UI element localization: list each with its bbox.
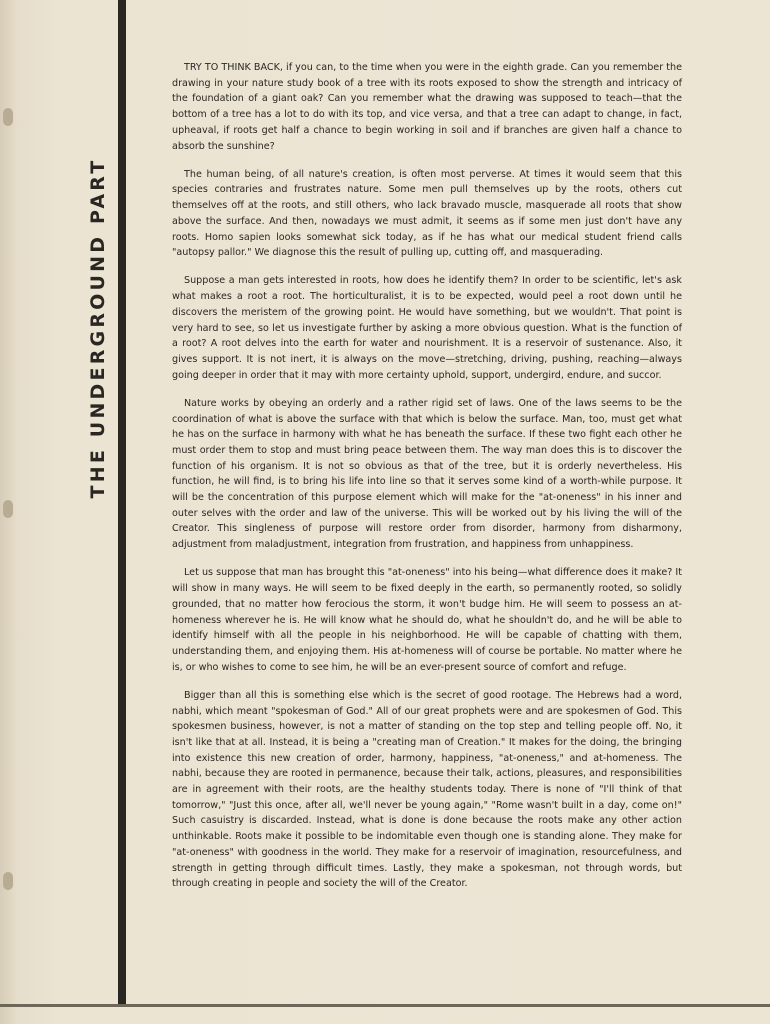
paragraph: Let us suppose that man has brought this "at-oneness" into his being—what difference does it make? It will show in many ways. He will seem to be fixed deeply in the earth, so permanently rooted, so solidly grounded, that no matter how ferocious the storm, it won't budge him. He will seem to possess an at-homeness wherever he is. He will know what he should do, what he shouldn't do, and he will be able to identify himself with all the people in his neighborhood. He will be capable of chatting with them, understanding them, and enjoying them. His at-homeness will of course be portable. No matter where he is, or who wishes to come to see him, he will be an ever-present source of comfort and refuge. [172, 567, 682, 673]
binding-hole [3, 872, 13, 890]
paragraph: Suppose a man gets interested in roots, how does he identify them? In order to be scientific, let's ask what makes a root a root. The horticulturalist, it is to be expected, would peel a root down until he discovers the meristem of the growing point. He would have something, but we wouldn't. That point is very hard to see, so let us investigate further by asking a more obvious question. What is the function of a root? A root delves into the earth for water and nourishment. It is a reservoir of sustenance. Also, it gives support. It is not inert, it is always on the move—stretching, driving, pushing, reaching—always going deeper in order that it may with more certainty uphold, support, undergird, endure, and succor. [172, 275, 682, 381]
paragraph: Nature works by obeying an orderly and a rather rigid set of laws. One of the laws seems to be the coordination of what is above the surface with that which is below the surface. Man, too, must get what he has on the surface in harmony with what he has beneath the surface. If these two fight each other he must order them to stop and must bring peace between them. The way man does this is to discover the function of his organism. It is not so obvious as that of the tree, but it is orderly nevertheless. His function, he will find, is to bring his life into line so that it serves some kind of a worth-while purpose. It will be the concentration of this purpose element which will make for the "at-oneness" in his inner and outer selves with the order and law of the universe. This will be worked out by his living the will of the Creator. This singleness of purpose will restore order from disorder, harmony from disharmony, adjustment from maladjustment, integration from frustration, and happiness from unhappiness. [172, 397, 682, 551]
bottom-rule [0, 1004, 770, 1007]
spine-rule [118, 0, 126, 1006]
paragraph: The human being, of all nature's creation, is often most perverse. At times it would seem that this species contraries and frustrates nature. Some men pull themselves up by the roots, others cut themselves off at the roots, and still others, who lack bravado muscle, masquerade all roots that show above the surface. And then, nowadays we must admit, it seems as if some men just don't have any roots. Homo sapien looks somewhat sick today, as if he has what our medical student friend calls "autopsy pallor." We diagnose this the result of pulling up, cutting off, and masquerading. [172, 168, 682, 259]
running-head-text: THE UNDERGROUND PART [87, 157, 109, 499]
binding-hole [3, 500, 13, 518]
article-body [172, 60, 682, 904]
running-head [74, 157, 122, 499]
paragraph: Bigger than all this is something else which is the secret of good rootage. The Hebrews had a word, nabhi, which meant "spokesman of God." All of our great prophets were and are spokesmen of God. This spokesmen business, however, is not a matter of standing on the top step and telling people off. No, it isn't like that at all. Instead, it is being a "creating man of Creation." It makes for the doing, the bringing into existence this new creation of order, harmony, happiness, "at-oneness," and at-homeness. The nabhi, because they are rooted in permanence, because their talk, actions, pleasures, and responsibilities are in agreement with their roots, are the healthy students today. There is none of "I'll think of that tomorrow," "Just this once, after all, we'll never be young again," "Rome wasn't built in a day, come on!" Such casuistry is discarded. Instead, what is done is done because the roots make any other action unthinkable. Roots make it possible to be indomitable even though one is standing alone. They make for "at-oneness" with goodness in the world. They make for a reservoir of imagination, resourcefulness, and strength in getting through difficult times. Lastly, they make a spokesman, not through words, but through creating in people and society the will of the Creator. [172, 689, 682, 890]
binding-hole [3, 108, 13, 126]
paragraph: TRY TO THINK BACK, if you can, to the time when you were in the eighth grade. Can you remember the drawing in your nature study book of a tree with its roots exposed to show the strength and intricacy of the foundation of a giant oak? Can you remember what the drawing was supposed to teach—that the bottom of a tree has a lot to do with its top, and vice versa, and that a tree can adapt to change, in fact, upheaval, if roots get half a chance to begin working in soil and if branches are given half a chance to absorb the sunshine? [172, 62, 682, 152]
